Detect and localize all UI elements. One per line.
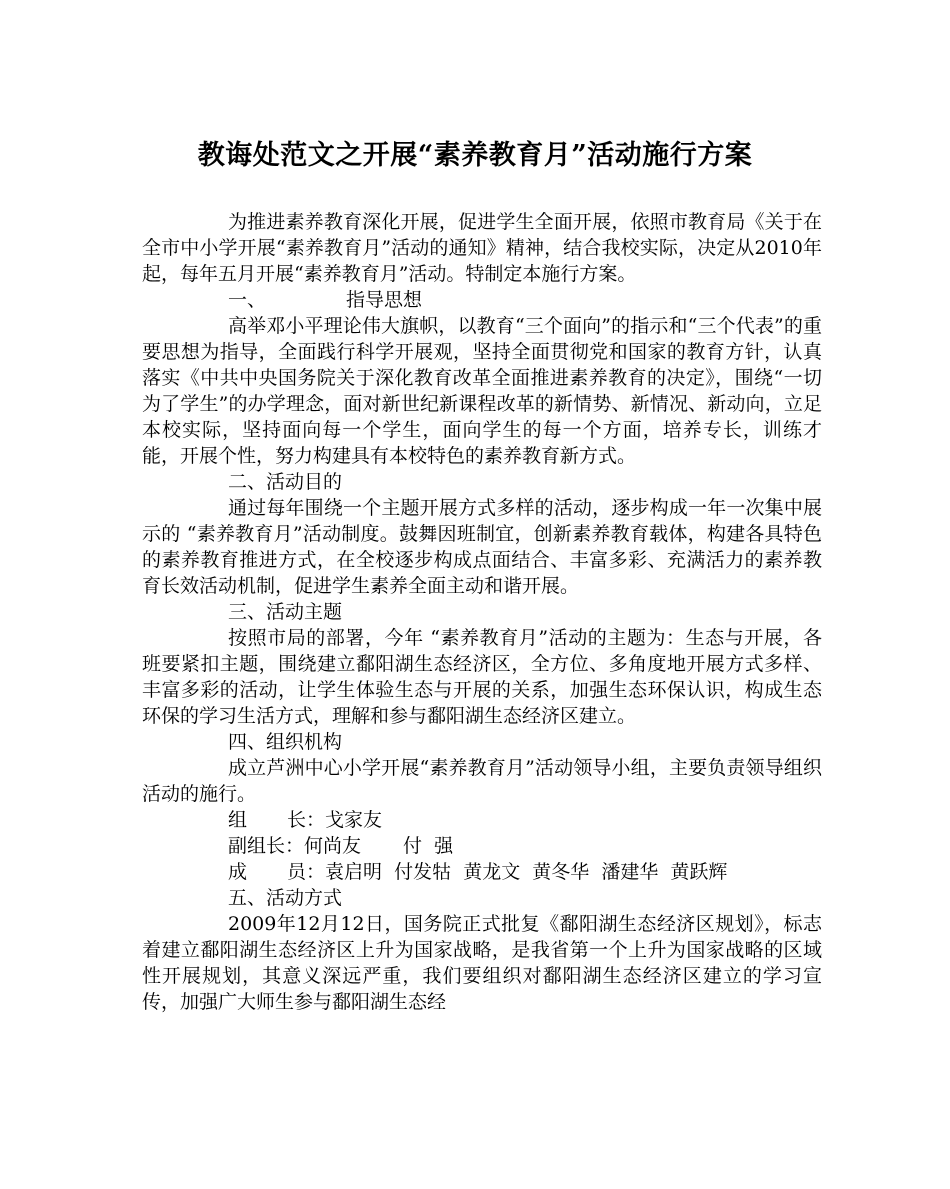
deputy-name-1: 何尚友 [304,835,362,857]
intro-paragraph: 为推进素养教育深化开展，促进学生全面开展，依照市教育局《关于在全市中小学开展“素养教育月”活动的通知》精神，结合我校实际，决定从2010年起，每年五月开展“素养教育月”活动。特制定本施行方案。 [142,211,822,285]
roster-members [142,859,822,885]
section-4-heading: 四、组织机构 [228,731,343,753]
section-3-paragraph: 按照市局的部署，今年 “素养教育月”活动的主题为：生态与开展，各班要紧扣主题，围绕建立鄱阳湖生态经济区，全方位、多角度地开展方式多样、丰富多彩的活动，让学生体验生态与开展的关系，加强生态环保认识，构成生态环保的学习生活方式，理解和参与鄱阳湖生态经济区建立。 [142,627,822,727]
leader-label-a: 组 [228,809,248,831]
member-label-a: 成 [228,861,248,883]
section-1-paragraph: 高举邓小平理论伟大旗帜，以教育“三个面向”的指示和“三个代表”的重要思想为指导，全面践行科学开展观，坚持全面贯彻党和国家的教育方针，认真落实《中共中央国务院关于深化教育改革全面推进素养教育的决定》，围绕“一切为了学生”的办学理念，面对新世纪新课程改革的新情势、新情况、新动向，立足本校实际，坚持面向每一个学生，面向学生的每一个方面，培养专长，训练才能，开展个性，努力构建具有本校特色的素养教育新方式。 [142,315,822,467]
deputy-name-2: 付 强 [403,835,454,857]
section-1-title: 指导思想 [346,289,423,311]
section-5-paragraph: 2009年12月12日，国务院正式批复《鄱阳湖生态经济区规划》，标志着建立鄱阳湖生态经济区上升为国家战略，是我省第一个上升为国家战略的区域性开展规划，其意义深远严重，我们要组织对鄱阳湖生态经济区建立的学习宣传，加强广大师生参与鄱阳湖生态经 [142,913,822,1013]
member-names: 袁启明 付发牯 黄龙文 黄冬华 潘建华 黄跃辉 [325,861,728,883]
roster-deputy [142,833,822,859]
section-3-heading: 三、活动主题 [228,601,343,623]
section-1-number: 一、 [228,289,267,311]
section-2-paragraph: 通过每年围绕一个主题开展方式多样的活动，逐步构成一年一次集中展示的 “素养教育月”活动制度。鼓舞因班制宜，创新素养教育载体，构建各具特色的素养教育推进方式，在全校逐步构成点面结合、丰富多彩、充满活力的素养教育长效活动机制，促进学生素养全面主动和谐开展。 [142,497,822,597]
roster-leader [142,807,822,833]
section-5-heading: 五、活动方式 [228,887,343,909]
section-1-heading [142,287,822,313]
leader-name: 戈家友 [325,809,383,831]
section-4-paragraph: 成立芦洲中心小学开展“素养教育月”活动领导小组，主要负责领导组织活动的施行。 [142,757,822,805]
document-title: 教诲处范文之开展“素养教育月”活动施行方案 [197,140,753,171]
member-label-b: 员： [287,861,326,883]
section-2-heading: 二、活动目的 [228,471,343,493]
deputy-label: 副组长： [228,835,305,857]
leader-label-b: 长： [287,809,326,831]
document-body [142,209,822,1015]
